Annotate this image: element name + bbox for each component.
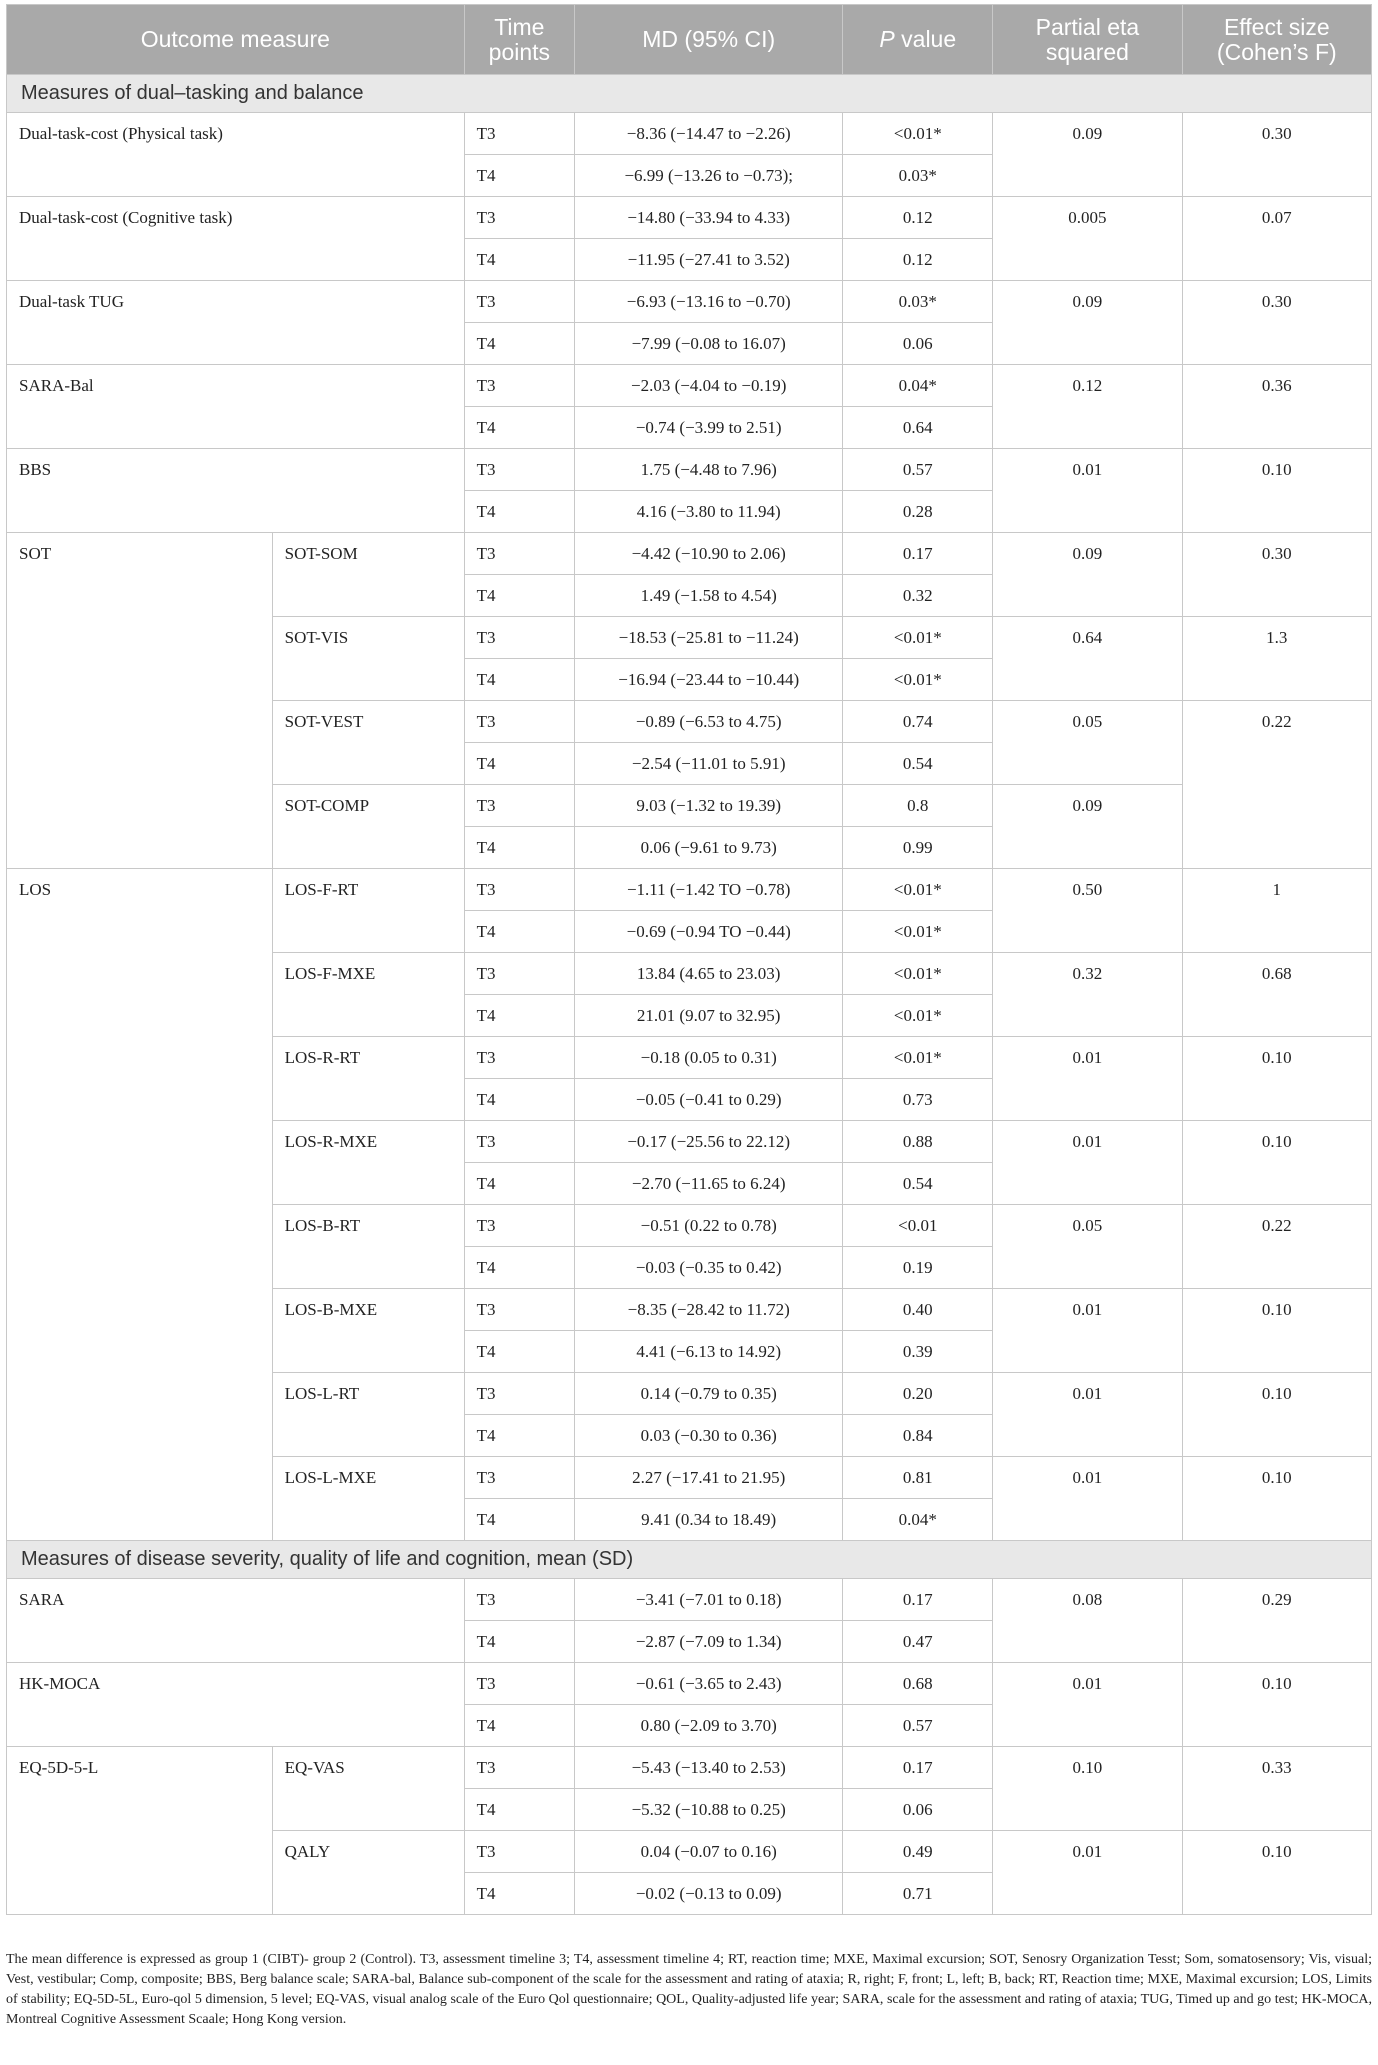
time-point-cell: T4	[464, 995, 574, 1037]
md-ci-cell: −2.70 (−11.65 to 6.24)	[575, 1163, 843, 1205]
header-p-letter: P	[879, 26, 895, 52]
md-ci-cell: −8.35 (−28.42 to 11.72)	[575, 1289, 843, 1331]
header-md-ci: MD (95% CI)	[575, 5, 843, 75]
time-point-cell: T4	[464, 1789, 574, 1831]
time-point-cell: T3	[464, 533, 574, 575]
p-value-cell: <0.01*	[843, 869, 993, 911]
p-value-cell: <0.01	[843, 1205, 993, 1247]
p-value-cell: 0.54	[843, 743, 993, 785]
sub-measure-cell: LOS-F-RT	[272, 869, 464, 953]
partial-eta-cell: 0.12	[993, 365, 1182, 449]
sub-measure-cell: EQ-VAS	[272, 1747, 464, 1831]
time-point-cell: T4	[464, 911, 574, 953]
effect-size-cell: 0.30	[1182, 281, 1371, 365]
p-value-cell: 0.03*	[843, 281, 993, 323]
partial-eta-cell: 0.01	[993, 1831, 1182, 1915]
sub-measure-cell: QALY	[272, 1831, 464, 1915]
p-value-cell: <0.01*	[843, 953, 993, 995]
time-point-cell: T3	[464, 1121, 574, 1163]
md-ci-cell: −0.69 (−0.94 TO −0.44)	[575, 911, 843, 953]
p-value-cell: 0.88	[843, 1121, 993, 1163]
header-p-suffix: value	[894, 26, 957, 52]
sub-measure-cell: LOS-R-MXE	[272, 1121, 464, 1205]
p-value-cell: 0.04*	[843, 1499, 993, 1541]
time-point-cell: T3	[464, 869, 574, 911]
effect-size-cell: 0.10	[1182, 1121, 1371, 1205]
time-point-cell: T3	[464, 1289, 574, 1331]
p-value-cell: 0.17	[843, 533, 993, 575]
md-ci-cell: 9.03 (−1.32 to 19.39)	[575, 785, 843, 827]
header-partial-eta: Partial eta squared	[993, 5, 1182, 75]
time-point-cell: T3	[464, 1579, 574, 1621]
md-ci-cell: −2.87 (−7.09 to 1.34)	[575, 1621, 843, 1663]
table-row	[7, 1663, 1372, 1705]
p-value-cell: 0.12	[843, 239, 993, 281]
p-value-cell: <0.01*	[843, 1037, 993, 1079]
p-value-cell: 0.17	[843, 1747, 993, 1789]
md-ci-cell: −4.42 (−10.90 to 2.06)	[575, 533, 843, 575]
md-ci-cell: −3.41 (−7.01 to 0.18)	[575, 1579, 843, 1621]
md-ci-cell: −0.18 (0.05 to 0.31)	[575, 1037, 843, 1079]
p-value-cell: 0.04*	[843, 365, 993, 407]
md-ci-cell: −14.80 (−33.94 to 4.33)	[575, 197, 843, 239]
p-value-cell: 0.64	[843, 407, 993, 449]
md-ci-cell: −0.89 (−6.53 to 4.75)	[575, 701, 843, 743]
md-ci-cell: −2.54 (−11.01 to 5.91)	[575, 743, 843, 785]
effect-size-cell: 0.10	[1182, 1831, 1371, 1915]
md-ci-cell: 2.27 (−17.41 to 21.95)	[575, 1457, 843, 1499]
md-ci-cell: −6.93 (−13.16 to −0.70)	[575, 281, 843, 323]
partial-eta-cell: 0.64	[993, 617, 1182, 701]
table-row	[7, 281, 1372, 323]
md-ci-cell: −0.02 (−0.13 to 0.09)	[575, 1873, 843, 1915]
p-value-cell: 0.49	[843, 1831, 993, 1873]
p-value-cell: 0.28	[843, 491, 993, 533]
effect-size-cell: 0.10	[1182, 1037, 1371, 1121]
outcome-measure-cell: Dual-task-cost (Physical task)	[7, 113, 465, 197]
effect-size-cell: 0.10	[1182, 1457, 1371, 1541]
time-point-cell: T3	[464, 281, 574, 323]
partial-eta-cell: 0.09	[993, 785, 1182, 869]
time-point-cell: T4	[464, 1331, 574, 1373]
p-value-cell: <0.01*	[843, 617, 993, 659]
p-value-cell: 0.39	[843, 1331, 993, 1373]
time-point-cell: T3	[464, 701, 574, 743]
sub-measure-cell: SOT-VIS	[272, 617, 464, 701]
p-value-cell: 0.81	[843, 1457, 993, 1499]
outcome-measure-cell: Dual-task TUG	[7, 281, 465, 365]
md-ci-cell: −8.36 (−14.47 to −2.26)	[575, 113, 843, 155]
section-heading: Measures of dual–tasking and balance	[7, 75, 1372, 113]
effect-size-cell: 0.30	[1182, 113, 1371, 197]
effect-size-cell: 0.33	[1182, 1747, 1371, 1831]
time-point-cell: T4	[464, 407, 574, 449]
table-footnote: The mean difference is expressed as group 1 (CIBT)- group 2 (Control). T3, assessment timeline 3; T4, assessment timeline 4; RT, reaction time; MXE, Maximal excursion; SOT, Senosry Organization Tesst; Som, somatosensory; Vis, visual; Vest, vestibular; Comp, composite; BBS, Berg balance scale; SARA-bal, Balance sub-component of the scale for the assessment and rating of ataxia; R, right; F, front; L, left; B, back; RT, Reaction time; MXE, Maximal excursion; LOS, Limits of stability; EQ-5D-5L, Euro-qol 5 dimension, 5 level; EQ-VAS, visual analog scale of the Euro Qol questionnaire; QOL, Quality-adjusted life year; SARA, scale for the assessment and rating of ataxia; TUG, Timed up and go test; HK-MOCA, Montreal Cognitive Assessment Scaale; Hong Kong version.	[6, 1952, 1372, 2027]
header-effect-size: Effect size (Cohen’s F)	[1182, 5, 1371, 75]
p-value-cell: 0.03*	[843, 155, 993, 197]
time-point-cell: T3	[464, 113, 574, 155]
partial-eta-cell: 0.32	[993, 953, 1182, 1037]
table-row	[7, 533, 1372, 575]
md-ci-cell: −0.03 (−0.35 to 0.42)	[575, 1247, 843, 1289]
time-point-cell: T3	[464, 1747, 574, 1789]
table-row	[7, 449, 1372, 491]
p-value-cell: 0.73	[843, 1079, 993, 1121]
time-point-cell: T4	[464, 1621, 574, 1663]
md-ci-cell: 4.41 (−6.13 to 14.92)	[575, 1331, 843, 1373]
outcome-measure-cell: SARA-Bal	[7, 365, 465, 449]
sub-measure-cell: LOS-L-RT	[272, 1373, 464, 1457]
time-point-cell: T4	[464, 575, 574, 617]
effect-size-cell: 0.10	[1182, 1373, 1371, 1457]
time-point-cell: T4	[464, 239, 574, 281]
md-ci-cell: −11.95 (−27.41 to 3.52)	[575, 239, 843, 281]
table-row	[7, 1579, 1372, 1621]
outcome-measure-cell: SARA	[7, 1579, 465, 1663]
md-ci-cell: −5.32 (−10.88 to 0.25)	[575, 1789, 843, 1831]
effect-size-cell: 0.68	[1182, 953, 1371, 1037]
p-value-cell: <0.01*	[843, 995, 993, 1037]
effect-size-cell: 0.22	[1182, 701, 1371, 869]
partial-eta-cell: 0.01	[993, 449, 1182, 533]
p-value-cell: <0.01*	[843, 659, 993, 701]
effect-size-cell: 0.10	[1182, 1663, 1371, 1747]
md-ci-cell: 0.04 (−0.07 to 0.16)	[575, 1831, 843, 1873]
p-value-cell: 0.8	[843, 785, 993, 827]
partial-eta-cell: 0.08	[993, 1579, 1182, 1663]
effect-size-cell: 1	[1182, 869, 1371, 953]
p-value-cell: 0.20	[843, 1373, 993, 1415]
time-point-cell: T3	[464, 1457, 574, 1499]
time-point-cell: T4	[464, 827, 574, 869]
p-value-cell: 0.71	[843, 1873, 993, 1915]
partial-eta-cell: 0.01	[993, 1121, 1182, 1205]
partial-eta-cell: 0.09	[993, 281, 1182, 365]
time-point-cell: T4	[464, 1873, 574, 1915]
p-value-cell: <0.01*	[843, 113, 993, 155]
effect-size-cell: 0.36	[1182, 365, 1371, 449]
outcome-measure-cell: BBS	[7, 449, 465, 533]
p-value-cell: 0.68	[843, 1663, 993, 1705]
p-value-cell: 0.06	[843, 1789, 993, 1831]
time-point-cell: T4	[464, 1163, 574, 1205]
effect-size-cell: 0.10	[1182, 449, 1371, 533]
sub-measure-cell: LOS-B-MXE	[272, 1289, 464, 1373]
md-ci-cell: 0.03 (−0.30 to 0.36)	[575, 1415, 843, 1457]
md-ci-cell: 1.75 (−4.48 to 7.96)	[575, 449, 843, 491]
md-ci-cell: −7.99 (−0.08 to 16.07)	[575, 323, 843, 365]
time-point-cell: T4	[464, 155, 574, 197]
time-point-cell: T4	[464, 1499, 574, 1541]
md-ci-cell: 1.49 (−1.58 to 4.54)	[575, 575, 843, 617]
md-ci-cell: 0.06 (−9.61 to 9.73)	[575, 827, 843, 869]
time-point-cell: T3	[464, 449, 574, 491]
p-value-cell: 0.57	[843, 449, 993, 491]
time-point-cell: T4	[464, 491, 574, 533]
p-value-cell: 0.74	[843, 701, 993, 743]
p-value-cell: 0.19	[843, 1247, 993, 1289]
sub-measure-cell: LOS-L-MXE	[272, 1457, 464, 1541]
sub-measure-cell: LOS-F-MXE	[272, 953, 464, 1037]
p-value-cell: 0.99	[843, 827, 993, 869]
md-ci-cell: −0.61 (−3.65 to 2.43)	[575, 1663, 843, 1705]
effect-size-cell: 0.22	[1182, 1205, 1371, 1289]
header-time-points: Time points	[464, 5, 574, 75]
md-ci-cell: 13.84 (4.65 to 23.03)	[575, 953, 843, 995]
section-heading: Measures of disease severity, quality of life and cognition, mean (SD)	[7, 1541, 1372, 1579]
partial-eta-cell: 0.01	[993, 1037, 1182, 1121]
time-point-cell: T3	[464, 1205, 574, 1247]
md-ci-cell: 21.01 (9.07 to 32.95)	[575, 995, 843, 1037]
time-point-cell: T3	[464, 617, 574, 659]
table-row	[7, 1747, 1372, 1789]
md-ci-cell: −2.03 (−4.04 to −0.19)	[575, 365, 843, 407]
time-point-cell: T3	[464, 1663, 574, 1705]
md-ci-cell: −16.94 (−23.44 to −10.44)	[575, 659, 843, 701]
partial-eta-cell: 0.01	[993, 1457, 1182, 1541]
table-header-row	[7, 5, 1372, 75]
md-ci-cell: 0.80 (−2.09 to 3.70)	[575, 1705, 843, 1747]
effect-size-cell: 0.10	[1182, 1289, 1371, 1373]
sub-measure-cell: LOS-B-RT	[272, 1205, 464, 1289]
table-row	[7, 197, 1372, 239]
md-ci-cell: −18.53 (−25.81 to −11.24)	[575, 617, 843, 659]
time-point-cell: T4	[464, 659, 574, 701]
outcome-measure-cell: Dual-task-cost (Cognitive task)	[7, 197, 465, 281]
effect-size-cell: 1.3	[1182, 617, 1371, 701]
effect-size-cell: 0.07	[1182, 197, 1371, 281]
time-point-cell: T3	[464, 197, 574, 239]
outcome-measure-cell: HK-MOCA	[7, 1663, 465, 1747]
table-row	[7, 113, 1372, 155]
partial-eta-cell: 0.005	[993, 197, 1182, 281]
partial-eta-cell: 0.01	[993, 1663, 1182, 1747]
sub-measure-cell: SOT-COMP	[272, 785, 464, 869]
time-point-cell: T3	[464, 1037, 574, 1079]
md-ci-cell: −0.51 (0.22 to 0.78)	[575, 1205, 843, 1247]
header-p-value	[843, 5, 993, 75]
sub-measure-cell: SOT-VEST	[272, 701, 464, 785]
p-value-cell: 0.06	[843, 323, 993, 365]
partial-eta-cell: 0.05	[993, 701, 1182, 785]
md-ci-cell: −0.05 (−0.41 to 0.29)	[575, 1079, 843, 1121]
partial-eta-cell: 0.01	[993, 1373, 1182, 1457]
outcome-measure-cell: SOT	[7, 533, 273, 869]
md-ci-cell: −1.11 (−1.42 TO −0.78)	[575, 869, 843, 911]
sub-measure-cell: SOT-SOM	[272, 533, 464, 617]
time-point-cell: T3	[464, 365, 574, 407]
time-point-cell: T3	[464, 1373, 574, 1415]
partial-eta-cell: 0.09	[993, 113, 1182, 197]
time-point-cell: T3	[464, 1831, 574, 1873]
md-ci-cell: −0.74 (−3.99 to 2.51)	[575, 407, 843, 449]
p-value-cell: 0.57	[843, 1705, 993, 1747]
md-ci-cell: 0.14 (−0.79 to 0.35)	[575, 1373, 843, 1415]
p-value-cell: <0.01*	[843, 911, 993, 953]
time-point-cell: T4	[464, 323, 574, 365]
md-ci-cell: −0.17 (−25.56 to 22.12)	[575, 1121, 843, 1163]
partial-eta-cell: 0.50	[993, 869, 1182, 953]
partial-eta-cell: 0.01	[993, 1289, 1182, 1373]
time-point-cell: T4	[464, 1247, 574, 1289]
time-point-cell: T4	[464, 1079, 574, 1121]
partial-eta-cell: 0.10	[993, 1747, 1182, 1831]
md-ci-cell: −6.99 (−13.26 to −0.73);	[575, 155, 843, 197]
p-value-cell: 0.40	[843, 1289, 993, 1331]
results-table	[6, 4, 1372, 1915]
outcome-measure-cell: LOS	[7, 869, 273, 1541]
time-point-cell: T4	[464, 743, 574, 785]
md-ci-cell: 4.16 (−3.80 to 11.94)	[575, 491, 843, 533]
time-point-cell: T4	[464, 1415, 574, 1457]
effect-size-cell: 0.30	[1182, 533, 1371, 617]
p-value-cell: 0.84	[843, 1415, 993, 1457]
time-point-cell: T4	[464, 1705, 574, 1747]
section-row	[7, 1541, 1372, 1579]
partial-eta-cell: 0.09	[993, 533, 1182, 617]
p-value-cell: 0.17	[843, 1579, 993, 1621]
sub-measure-cell: LOS-R-RT	[272, 1037, 464, 1121]
time-point-cell: T3	[464, 785, 574, 827]
effect-size-cell: 0.29	[1182, 1579, 1371, 1663]
section-row	[7, 75, 1372, 113]
table-row	[7, 869, 1372, 911]
p-value-cell: 0.54	[843, 1163, 993, 1205]
header-outcome-measure: Outcome measure	[7, 5, 465, 75]
time-point-cell: T3	[464, 953, 574, 995]
p-value-cell: 0.47	[843, 1621, 993, 1663]
md-ci-cell: 9.41 (0.34 to 18.49)	[575, 1499, 843, 1541]
table-row	[7, 365, 1372, 407]
outcome-measure-cell: EQ-5D-5-L	[7, 1747, 273, 1915]
partial-eta-cell: 0.05	[993, 1205, 1182, 1289]
p-value-cell: 0.12	[843, 197, 993, 239]
md-ci-cell: −5.43 (−13.40 to 2.53)	[575, 1747, 843, 1789]
p-value-cell: 0.32	[843, 575, 993, 617]
